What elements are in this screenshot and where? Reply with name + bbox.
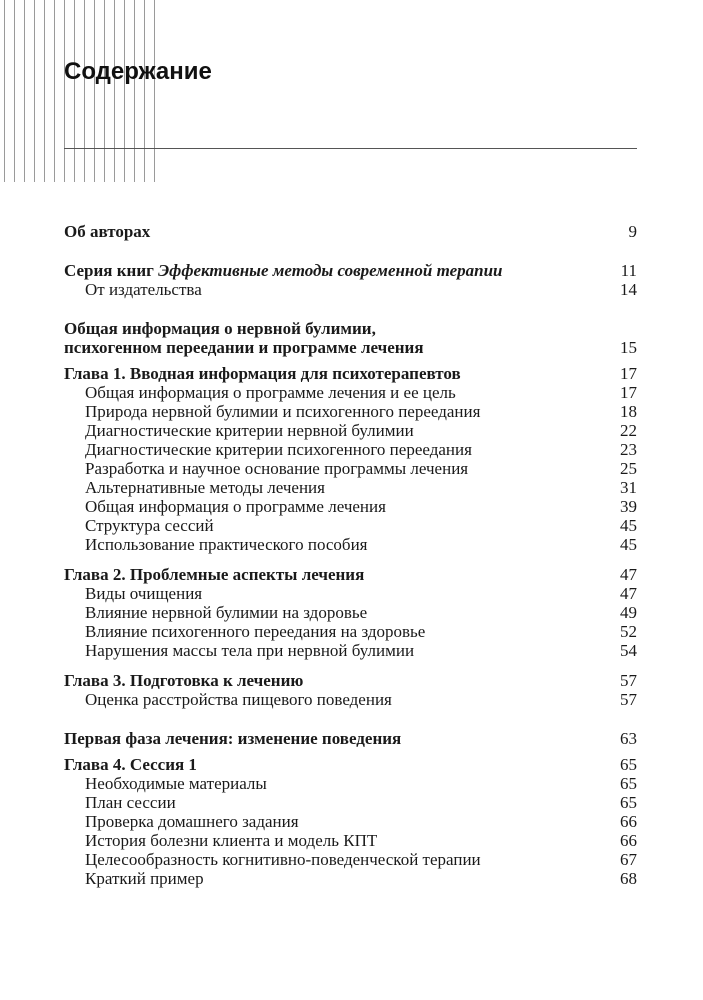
- toc-entry-label: Альтернативные методы лечения: [85, 478, 325, 497]
- toc-chapter-3[interactable]: [64, 671, 637, 690]
- toc-page-number: 49: [620, 603, 637, 622]
- toc-entry-label: Разработка и научное основание программы лечения: [85, 459, 469, 478]
- toc-page-number: 67: [620, 850, 637, 869]
- title-divider: [64, 148, 637, 149]
- toc-page-number: 66: [620, 831, 637, 850]
- toc-entry-label: Оценка расстройства пищевого поведения: [85, 690, 392, 709]
- toc-entry[interactable]: [64, 793, 637, 812]
- toc-page-number: 14: [620, 280, 637, 299]
- toc-entry[interactable]: [64, 869, 637, 888]
- toc-entry-label: От издательства: [85, 280, 202, 299]
- toc-page-number: 57: [620, 690, 637, 709]
- toc-entry-label: Глава 1. Вводная информация для психотерапевтов: [64, 364, 461, 383]
- toc-chapter-2[interactable]: [64, 565, 637, 584]
- toc-page-number: 54: [620, 641, 637, 660]
- table-of-contents: [64, 222, 637, 888]
- toc-entry-label: Нарушения массы тела при нервной булимии: [85, 641, 415, 660]
- toc-page-number: 68: [620, 869, 637, 888]
- toc-entry-about-authors[interactable]: [64, 222, 637, 241]
- toc-page-number: 66: [620, 812, 637, 831]
- toc-page-number: 18: [620, 402, 637, 421]
- toc-entry[interactable]: [64, 440, 637, 459]
- toc-entry-label: Первая фаза лечения: изменение поведения: [64, 729, 402, 748]
- toc-entry-label: Диагностические критерии нервной булимии: [85, 421, 414, 440]
- toc-entry[interactable]: [64, 516, 637, 535]
- toc-page-number: 9: [628, 222, 637, 241]
- toc-entry[interactable]: [64, 402, 637, 421]
- toc-entry[interactable]: [64, 774, 637, 793]
- toc-entry[interactable]: [64, 690, 637, 709]
- toc-chapter-1[interactable]: [64, 364, 637, 383]
- toc-page-number: 15: [620, 338, 637, 357]
- toc-page-number: 11: [620, 261, 637, 280]
- toc-entry-overview[interactable]: [64, 338, 637, 357]
- toc-entry[interactable]: [64, 812, 637, 831]
- series-prefix: Серия книг: [64, 261, 159, 280]
- toc-page-number: 52: [620, 622, 637, 641]
- toc-entry[interactable]: [64, 497, 637, 516]
- toc-entry-label: Виды очищения: [85, 584, 203, 603]
- page-title: Содержание: [64, 58, 212, 85]
- toc-entry-label: Глава 4. Сессия 1: [64, 755, 197, 774]
- toc-page-number: 47: [620, 584, 637, 603]
- toc-page-number: 17: [620, 383, 637, 402]
- toc-entry[interactable]: [64, 383, 637, 402]
- toc-entry[interactable]: [64, 831, 637, 850]
- toc-entry[interactable]: [64, 622, 637, 641]
- toc-entry-label: психогенном переедании и программе лечения: [64, 338, 424, 357]
- toc-entry-phase-1[interactable]: [64, 729, 637, 748]
- toc-page-number: 45: [620, 535, 637, 554]
- toc-entry-label: Глава 3. Подготовка к лечению: [64, 671, 304, 690]
- toc-page-number: 65: [620, 793, 637, 812]
- toc-entry[interactable]: [64, 535, 637, 554]
- toc-page-number: 39: [620, 497, 637, 516]
- toc-entry-label: История болезни клиента и модель КПТ: [85, 831, 378, 850]
- toc-page-number: 23: [620, 440, 637, 459]
- decorative-vertical-lines: [0, 0, 160, 182]
- toc-page-number: 31: [620, 478, 637, 497]
- toc-page-number: 17: [620, 364, 637, 383]
- toc-entry-label: Об авторах: [64, 222, 151, 241]
- toc-entry-label: Природа нервной булимии и психогенного переедания: [85, 402, 481, 421]
- toc-entry-label: Влияние психогенного переедания на здоровье: [85, 622, 426, 641]
- toc-entry-label: Структура сессий: [85, 516, 214, 535]
- toc-entry-label: Краткий пример: [85, 869, 204, 888]
- toc-entry[interactable]: [64, 421, 637, 440]
- toc-entry-label: Общая информация о программе лечения и ее цель: [85, 383, 456, 402]
- toc-entry-label: Общая информация о нервной булимии,: [64, 319, 376, 338]
- toc-entry-label: Использование практического пособия: [85, 535, 368, 554]
- toc-chapter-4[interactable]: [64, 755, 637, 774]
- series-title: Эффективные методы современной терапии: [158, 261, 503, 280]
- toc-entry-publisher[interactable]: [64, 280, 637, 299]
- toc-page-number: 65: [620, 774, 637, 793]
- toc-entry-label: Глава 2. Проблемные аспекты лечения: [64, 565, 365, 584]
- toc-entry-series[interactable]: [64, 261, 637, 280]
- toc-entry-label: [64, 261, 502, 280]
- toc-entry-label: Проверка домашнего задания: [85, 812, 299, 831]
- toc-entry[interactable]: [64, 603, 637, 622]
- toc-entry-label: Диагностические критерии психогенного переедания: [85, 440, 472, 459]
- toc-entry-label: Влияние нервной булимии на здоровье: [85, 603, 368, 622]
- toc-page-number: 25: [620, 459, 637, 478]
- toc-entry-label: Необходимые материалы: [85, 774, 267, 793]
- toc-entry[interactable]: [64, 478, 637, 497]
- toc-entry-label: Целесообразность когнитивно-поведенческой терапии: [85, 850, 481, 869]
- toc-entry[interactable]: [64, 641, 637, 660]
- toc-page-number: 57: [620, 671, 637, 690]
- toc-entry-label: Общая информация о программе лечения: [85, 497, 386, 516]
- toc-entry-label: План сессии: [85, 793, 176, 812]
- toc-entry[interactable]: [64, 850, 637, 869]
- toc-page-number: 45: [620, 516, 637, 535]
- toc-entry-overview-line1[interactable]: [64, 319, 637, 338]
- toc-entry[interactable]: [64, 459, 637, 478]
- toc-page-number: 22: [620, 421, 637, 440]
- toc-entry[interactable]: [64, 584, 637, 603]
- toc-page-number: 63: [620, 729, 637, 748]
- toc-page-number: 65: [620, 755, 637, 774]
- toc-page-number: 47: [620, 565, 637, 584]
